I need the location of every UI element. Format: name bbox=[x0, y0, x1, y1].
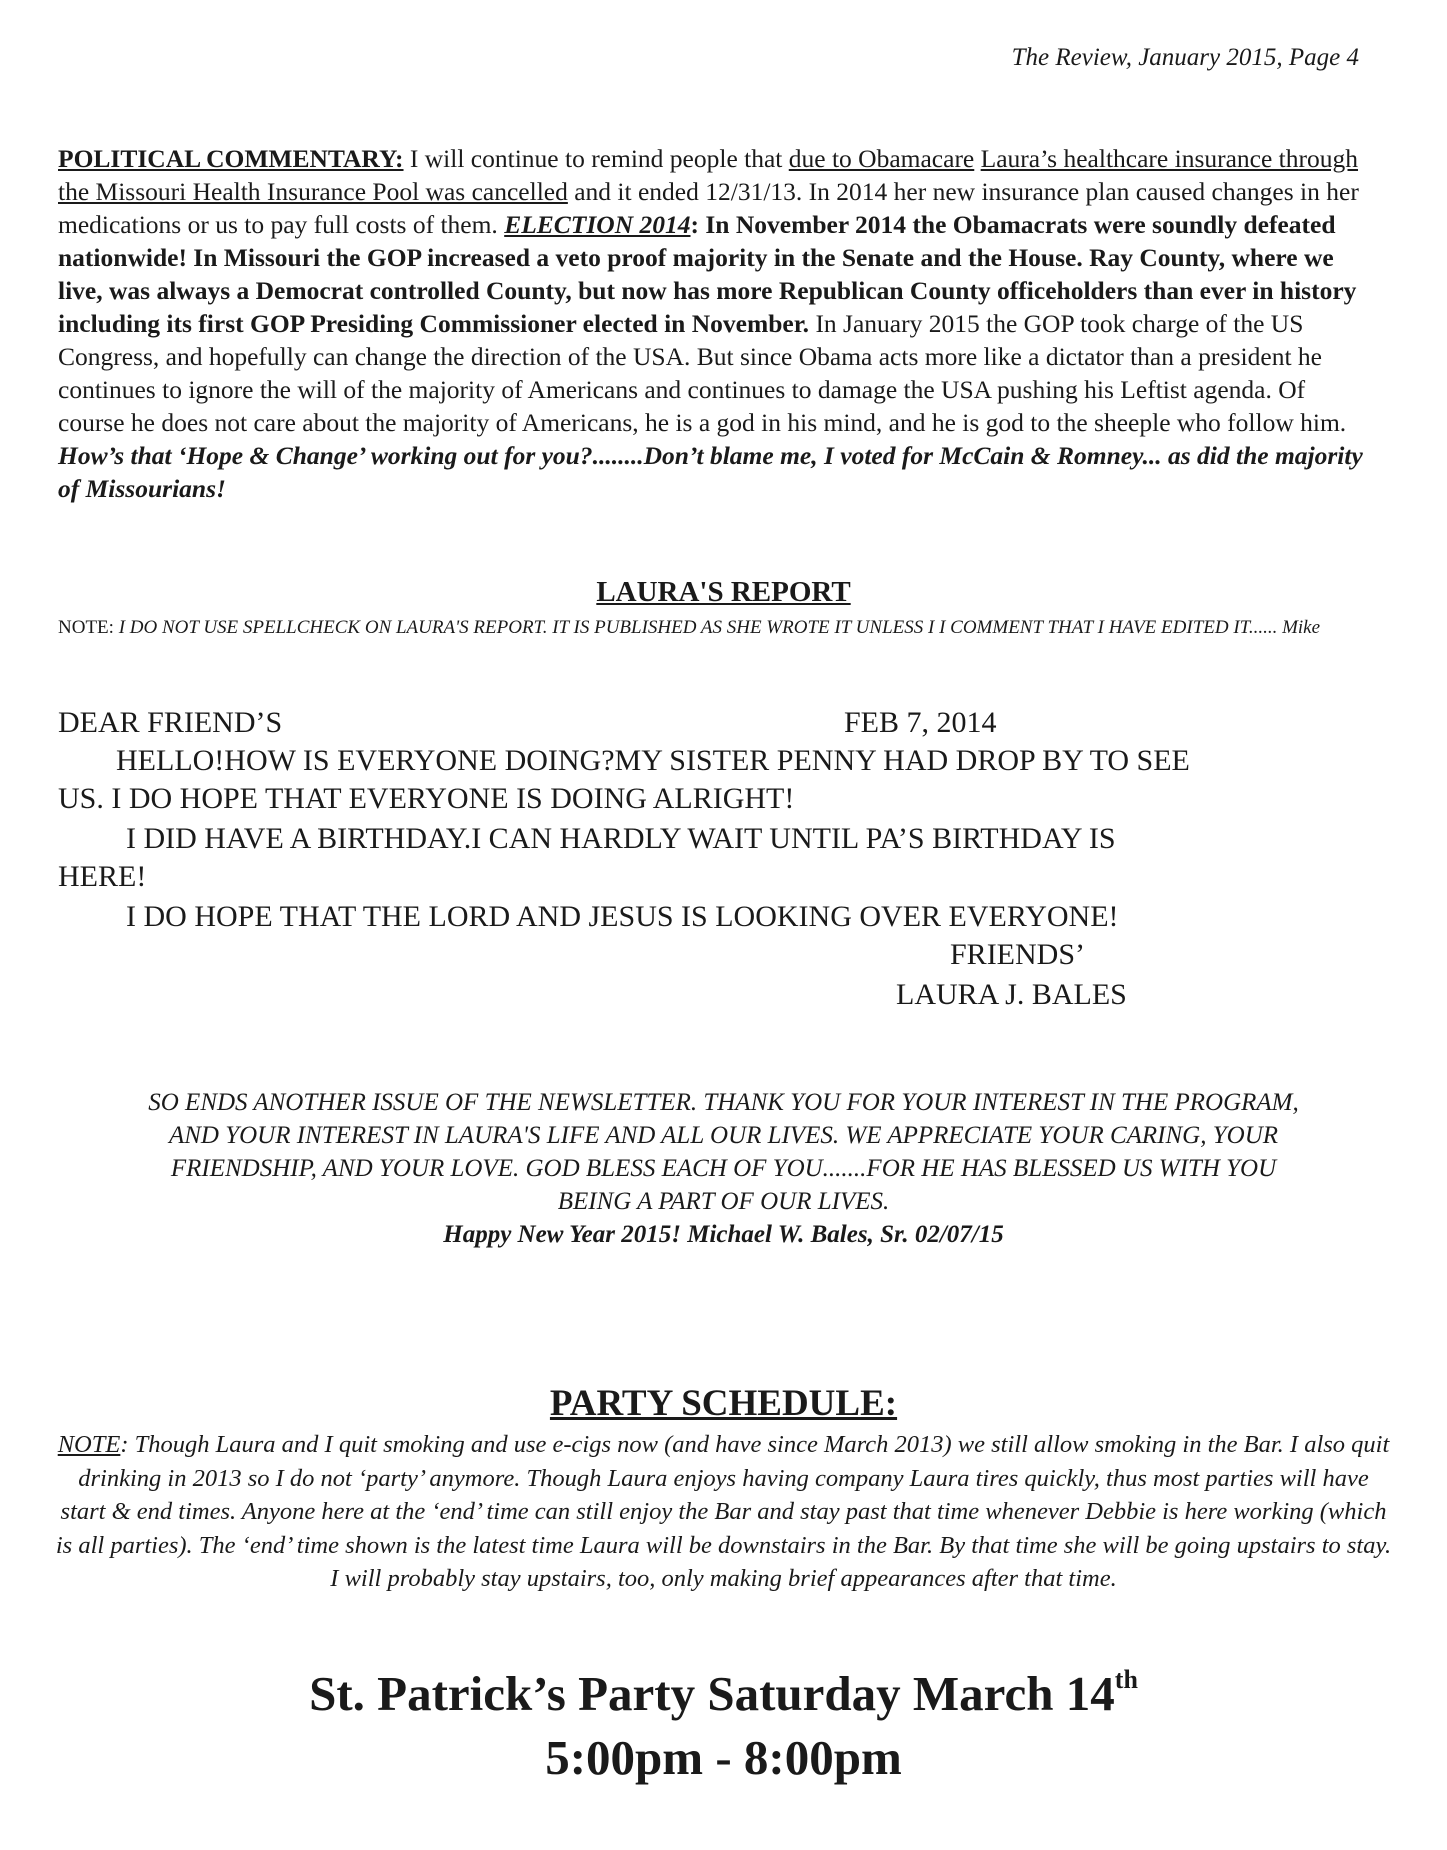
event-time: 5:00pm - 8:00pm bbox=[545, 1730, 902, 1785]
report-note bbox=[58, 616, 1358, 639]
closing-line-1: SO ENDS ANOTHER ISSUE OF THE NEWSLETTER. THANK YOU FOR YOUR INTEREST IN THE PROGRAM, bbox=[148, 1089, 1299, 1116]
commentary-text-3: and it ended 12/31/13. In 2014 her new insurance plan caused changes in her medications or us to pay full costs of them. bbox=[58, 177, 1359, 239]
closing-signature: Happy New Year 2015! Michael W. Bales, Sr. 02/07/15 bbox=[443, 1221, 1004, 1248]
party-schedule-title: PARTY SCHEDULE: bbox=[549, 1383, 898, 1424]
party-note-text: : Though Laura and I quit smoking and use e-cigs now (and have since March 2013) we still allow smoking in the Bar. I also quit drinking in 2013 so I do not ‘party’ anymore. Though Laura enjoys having company Laura tires quickly, thus most parties will have start & end times. Anyone here at the ‘end’ time can still enjoy the Bar and stay past that time whenever Debbie is here working (which is all parties). The ‘end’ time shown is the latest time Laura will be downstairs in the Bar. By that time she will be going upstairs to stay. I will probably stay upstairs, too, only making brief appearances after that time. bbox=[55, 1431, 1392, 1592]
commentary-closing: How’s that ‘Hope & Change’ working out for you?........Don’t blame me, I voted for McCain & Romney... as did the majority of Missourians! bbox=[58, 441, 1363, 503]
event-name: St. Patrick’s Party Saturday March 14 bbox=[309, 1666, 1115, 1721]
election-label: ELECTION 2014 bbox=[504, 210, 691, 239]
commentary-label: POLITICAL COMMENTARY: bbox=[58, 144, 404, 173]
event-date-suffix: th bbox=[1114, 1665, 1138, 1694]
party-event bbox=[0, 1662, 1447, 1790]
newsletter-closing bbox=[40, 1086, 1407, 1251]
closing-line-3: FRIENDSHIP, AND YOUR LOVE. GOD BLESS EACH OF YOU.......FOR HE HAS BLESSED US WITH YOU bbox=[170, 1155, 1277, 1182]
letter-greeting: DEAR FRIEND’S bbox=[58, 706, 283, 739]
letter-line-2: US. I DO HOPE THAT EVERYONE IS DOING ALRIGHT! bbox=[58, 782, 795, 815]
letter-date: FEB 7, 2014 bbox=[844, 706, 997, 739]
commentary-underline-1: due to Obamacare bbox=[788, 144, 975, 173]
letter-line-5: I DO HOPE THAT THE LORD AND JESUS IS LOOKING OVER EVERYONE! bbox=[126, 900, 1119, 933]
election-text: : In November 2014 the Obamacrats were soundly defeated nationwide! In Missouri the GOP increased a veto proof majority in the Senate and the House. Ray County, where we live, was always a Democrat controlled County, but now has more Republican County officeholders than ever in history including its first GOP Presiding Commissioner elected in November. bbox=[58, 210, 1357, 338]
letter-signature: LAURA J. BALES bbox=[896, 978, 1127, 1011]
closing-line-4: BEING A PART OF OUR LIVES. bbox=[557, 1188, 890, 1215]
event-title bbox=[0, 1662, 1447, 1726]
commentary-text-1: I will continue to remind people that bbox=[403, 144, 789, 173]
party-note bbox=[55, 1428, 1392, 1596]
political-commentary bbox=[58, 142, 1368, 505]
letter-line-1: HELLO!HOW IS EVERYONE DOING?MY SISTER PENNY HAD DROP BY TO SEE bbox=[116, 744, 1190, 777]
page-header: The Review, January 2015, Page 4 bbox=[1011, 44, 1359, 71]
report-note-text: I DO NOT USE SPELLCHECK ON LAURA'S REPORT. IT IS PUBLISHED AS SHE WROTE IT UNLESS I I COMMENT THAT I HAVE EDITED IT...... Mike bbox=[113, 617, 1321, 638]
commentary-underline-2: Laura’s healthcare insurance through the Missouri Health Insurance Pool was cancelled bbox=[58, 144, 1359, 206]
closing-line-2: AND YOUR INTEREST IN LAURA'S LIFE AND ALL OUR LIVES. WE APPRECIATE YOUR CARING, YOUR bbox=[168, 1122, 1279, 1149]
commentary-text-4: In January 2015 the GOP took charge of the US Congress, and hopefully can change the direction of the USA. But since Obama acts more like a dictator than a president he continues to ignore the will of the majority of Americans and continues to damage the USA pushing his Leftist agenda. Of course he does not care about the majority of Americans, he is a god in his mind, and he is god to the sheeple who follow him. bbox=[58, 309, 1347, 437]
letter-signoff: FRIENDS’ bbox=[950, 938, 1086, 971]
lauras-report-title: LAURA'S REPORT bbox=[596, 576, 851, 608]
letter-line-4: HERE! bbox=[58, 860, 147, 893]
party-note-label: NOTE bbox=[57, 1431, 121, 1458]
report-note-label: NOTE: bbox=[58, 617, 114, 638]
letter-line-3: I DID HAVE A BIRTHDAY.I CAN HARDLY WAIT UNTIL PA’S BIRTHDAY IS bbox=[126, 822, 1116, 855]
